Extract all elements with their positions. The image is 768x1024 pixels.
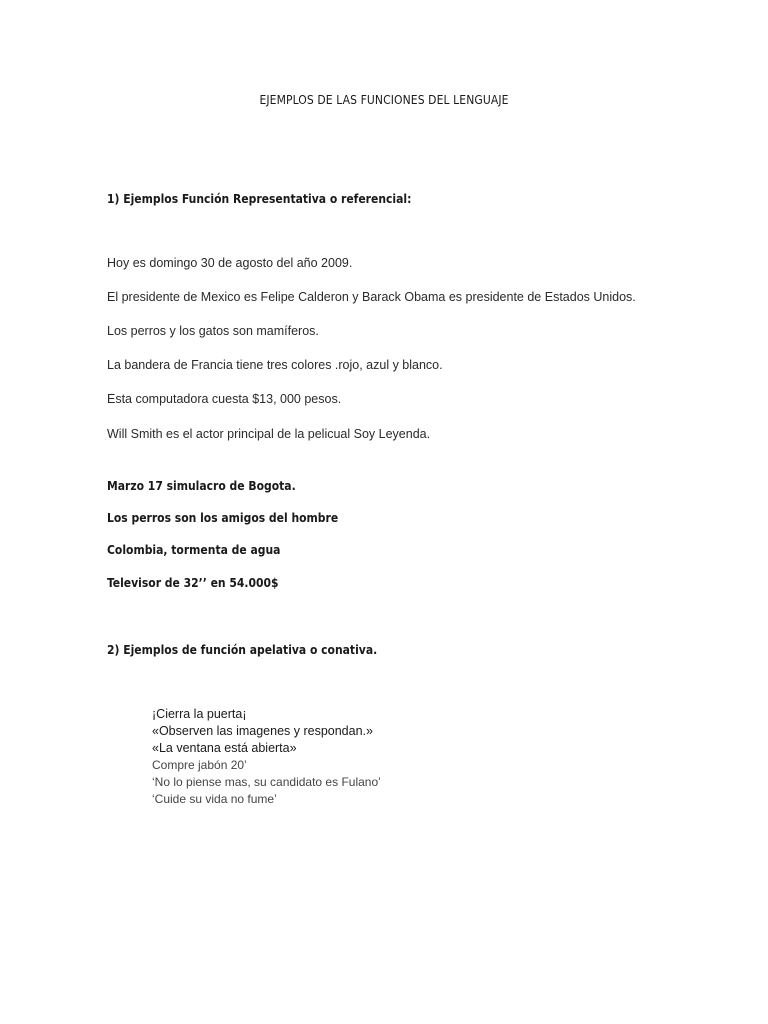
appellative-example-2: «Observen las imagenes y respondan.» bbox=[152, 724, 373, 738]
section-1-heading: 1) Ejemplos Función Representativa o referencial: bbox=[107, 192, 412, 206]
bold-example-4: Televisor de 32’’ en 54.000$ bbox=[107, 576, 279, 590]
sentence-1: Hoy es domingo 30 de agosto del año 2009. bbox=[107, 256, 353, 270]
sentence-5: Esta computadora cuesta $13, 000 pesos. bbox=[107, 392, 342, 406]
bold-example-1: Marzo 17 simulacro de Bogota. bbox=[107, 479, 296, 493]
appellative-example-5: ‘No lo piense mas, su candidato es Fulano’ bbox=[152, 775, 381, 789]
section-2-heading: 2) Ejemplos de función apelativa o conativa. bbox=[107, 643, 378, 657]
sentence-3: Los perros y los gatos son mamíferos. bbox=[107, 324, 319, 338]
sentence-4: La bandera de Francia tiene tres colores .rojo, azul y blanco. bbox=[107, 358, 443, 372]
bold-example-3: Colombia, tormenta de agua bbox=[107, 543, 281, 557]
appellative-example-1: ¡Cierra la puerta¡ bbox=[152, 707, 247, 721]
appellative-example-6: ‘Cuide su vida no fume’ bbox=[152, 792, 277, 806]
sentence-6: Will Smith es el actor principal de la pelicual Soy Leyenda. bbox=[107, 427, 431, 441]
appellative-example-4: Compre jabón 20’ bbox=[152, 758, 247, 772]
bold-example-2: Los perros son los amigos del hombre bbox=[107, 511, 339, 525]
appellative-example-3: «La ventana está abierta» bbox=[152, 741, 297, 755]
document-title: EJEMPLOS DE LAS FUNCIONES DEL LENGUAJE bbox=[259, 93, 509, 107]
sentence-2: El presidente de Mexico es Felipe Calderon y Barack Obama es presidente de Estados Unidos. bbox=[107, 290, 636, 304]
